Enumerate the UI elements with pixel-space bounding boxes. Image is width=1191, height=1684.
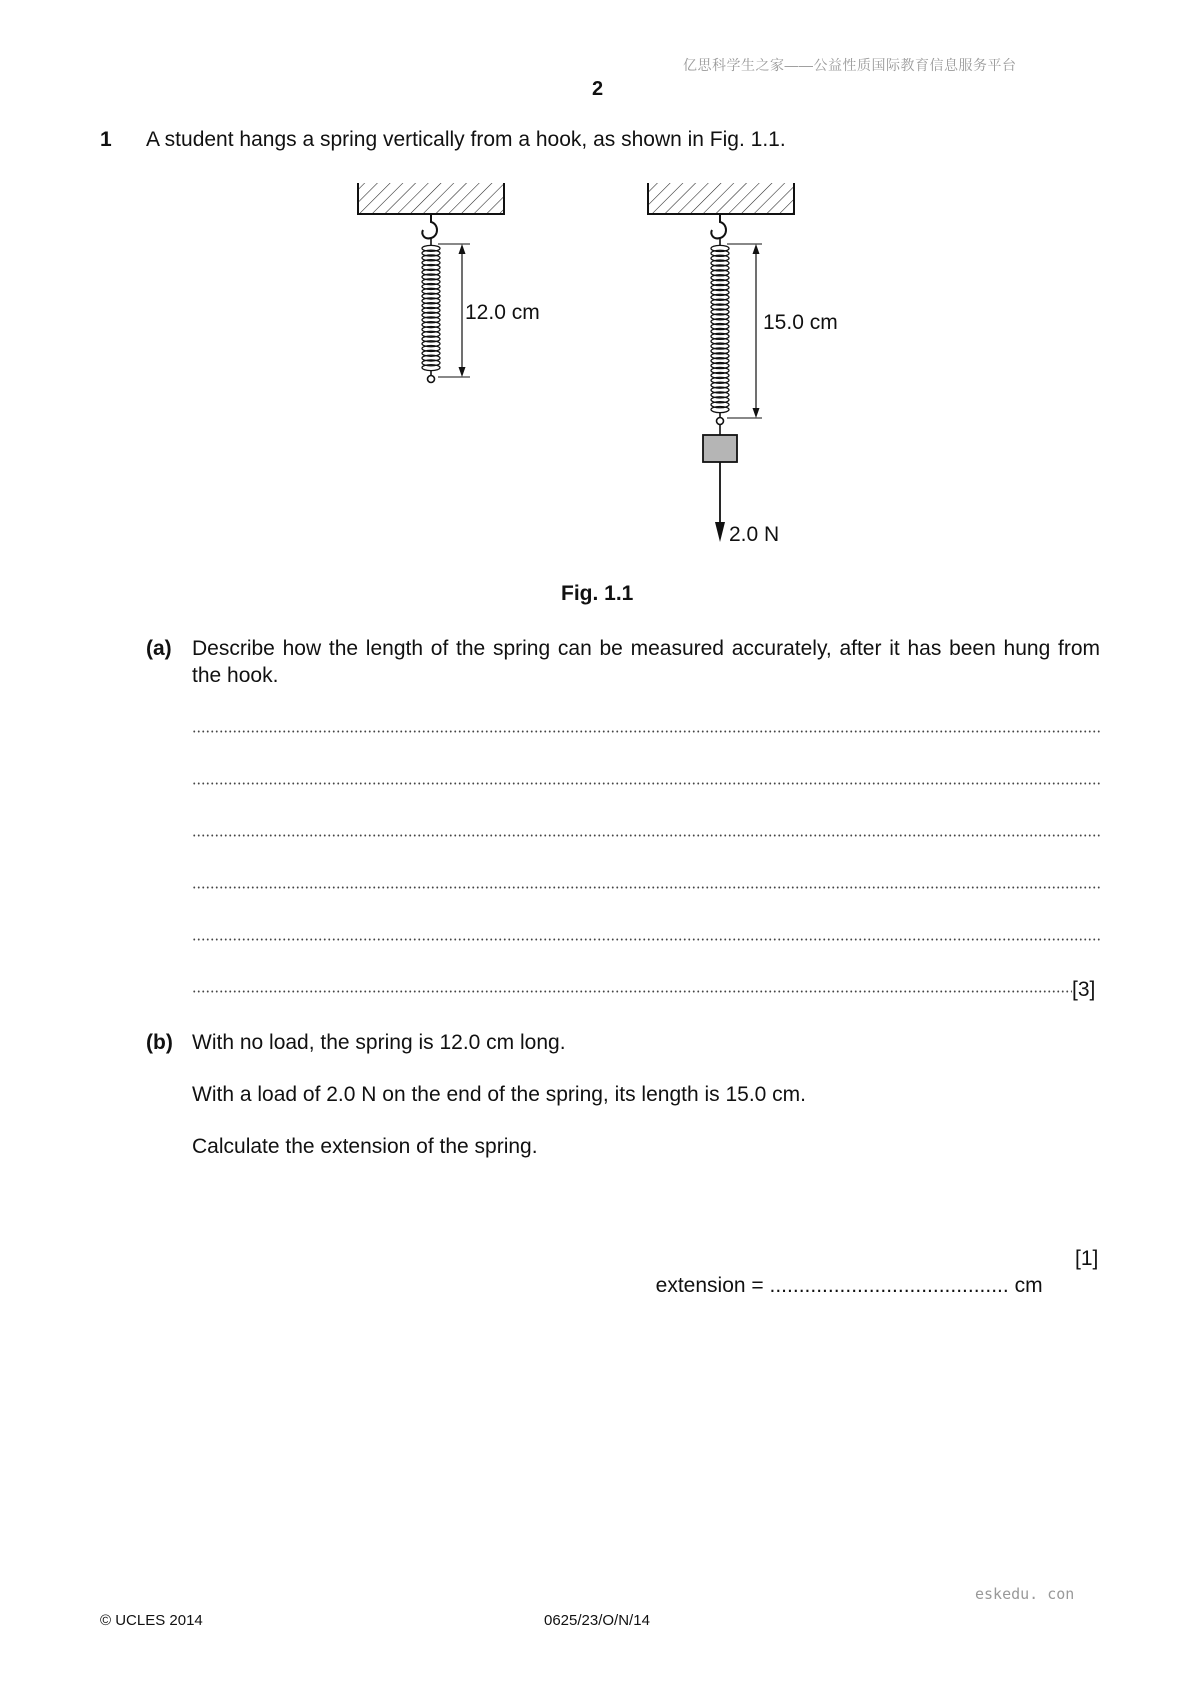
right-length-dimension (727, 244, 762, 418)
answer-line-a-2[interactable] (192, 782, 1100, 785)
spring-figure (0, 0, 1191, 580)
part-b-line-3: Calculate the extension of the spring. (192, 1135, 538, 1158)
answer-line-a-1[interactable] (192, 730, 1100, 733)
question-number: 1 (100, 128, 112, 151)
paper-code: 0625/23/O/N/14 (544, 1612, 650, 1629)
part-b-marks: [1] (1075, 1247, 1099, 1270)
force-label: 2.0 N (729, 523, 780, 546)
extension-unit: cm (1014, 1274, 1043, 1297)
answer-line-a-3[interactable] (192, 834, 1100, 837)
left-ceiling-support (358, 183, 504, 214)
extension-answer-field[interactable]: ......................................... (769, 1274, 1009, 1297)
right-spring (711, 238, 729, 435)
extension-label: extension = (655, 1274, 770, 1297)
figure-caption-text: Fig. 1.1 (561, 582, 634, 605)
site-watermark: eskedu. con (975, 1585, 1075, 1603)
force-arrow-icon (715, 462, 725, 542)
right-ceiling-support (648, 183, 794, 214)
right-hook-icon (711, 214, 726, 238)
answer-line-a-5[interactable] (192, 938, 1100, 941)
part-b-line-1: With no load, the spring is 12.0 cm long. (192, 1031, 566, 1054)
left-length-label: 12.0 cm (465, 301, 540, 324)
extension-answer-row (644, 1245, 1043, 1299)
load-mass (703, 435, 737, 462)
part-a-marks: [3] (1072, 978, 1096, 1001)
left-spring (422, 238, 440, 383)
answer-line-a-6[interactable] (192, 990, 1072, 993)
header-watermark: 亿思科学生之家——公益性质国际教育信息服务平台 (683, 57, 1017, 73)
left-hook-icon (422, 214, 437, 238)
part-a-text: Describe how the length of the spring can be measured accurately, after it has been hung from the hook. (192, 637, 1100, 687)
page-number: 2 (592, 78, 604, 100)
question-intro: A student hangs a spring vertically from a hook, as shown in Fig. 1.1. (146, 128, 786, 151)
answer-line-a-4[interactable] (192, 886, 1100, 889)
copyright-notice: © UCLES 2014 (100, 1612, 203, 1629)
part-a-label: (a) (146, 637, 172, 660)
part-b-label: (b) (146, 1031, 173, 1054)
part-b-line-2: With a load of 2.0 N on the end of the spring, its length is 15.0 cm. (192, 1083, 807, 1106)
right-length-label: 15.0 cm (763, 311, 838, 334)
